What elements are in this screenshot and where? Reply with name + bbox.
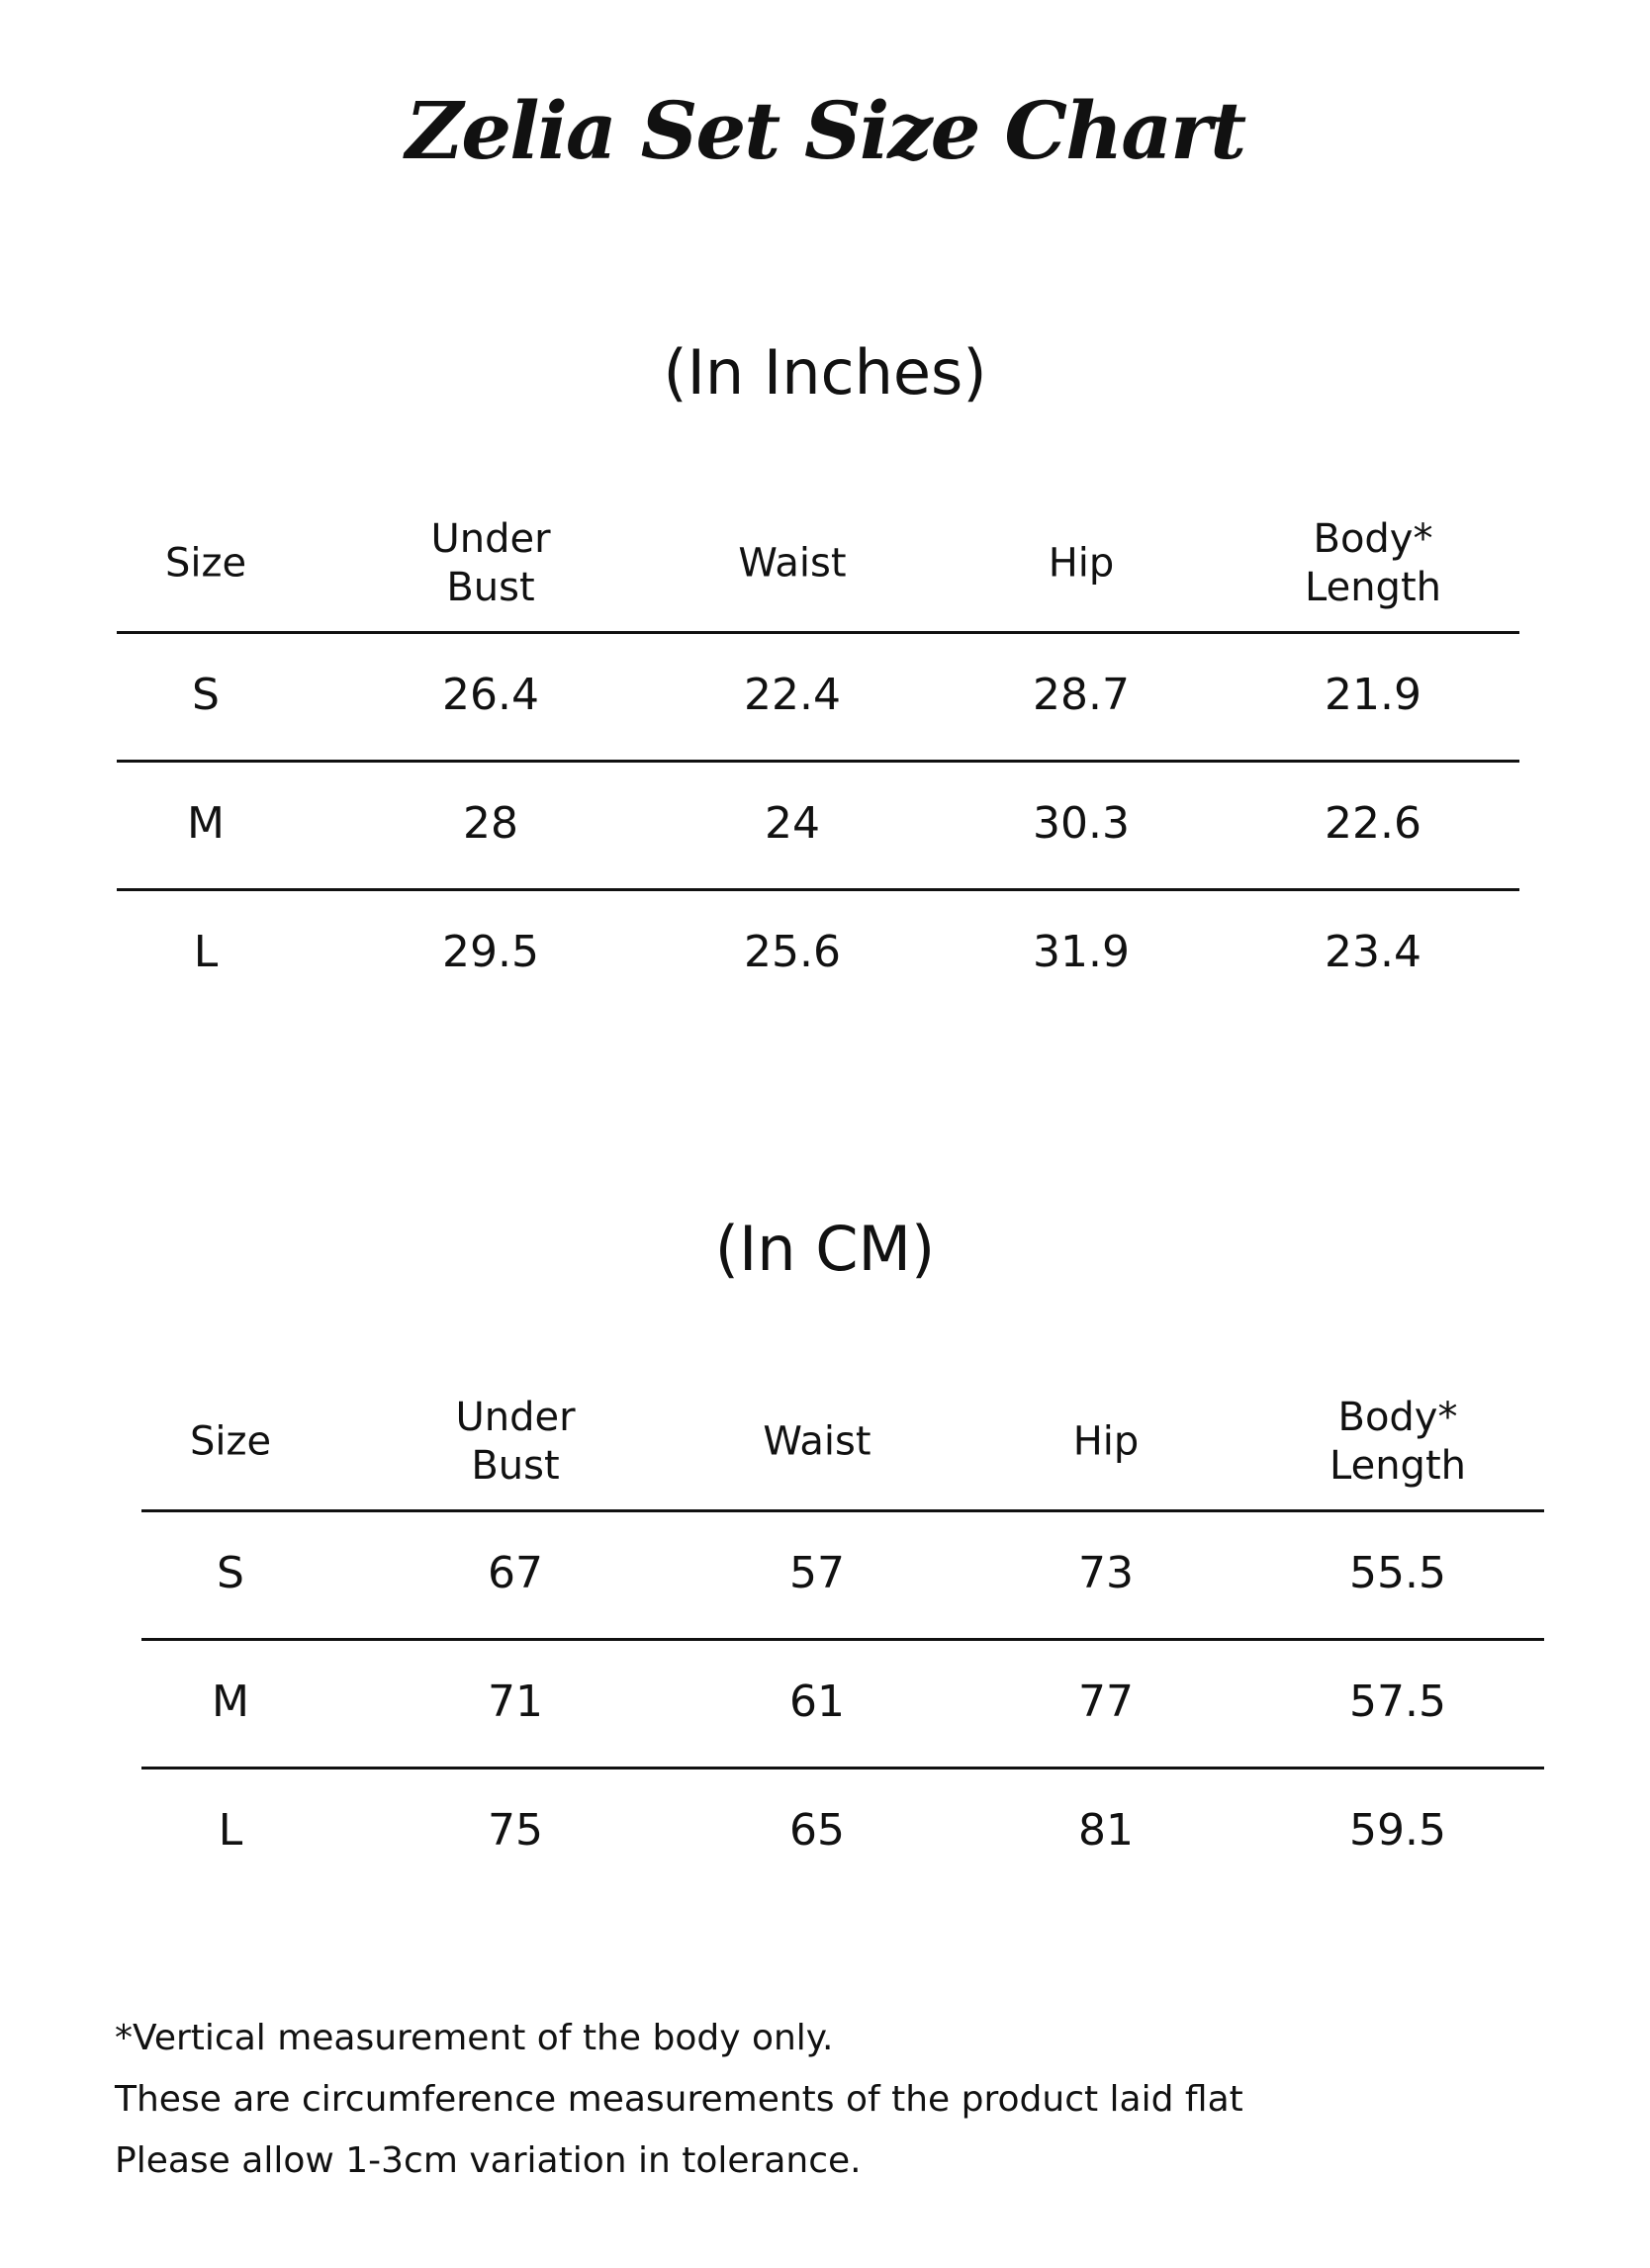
column-header-line: Body*	[1337, 1395, 1458, 1441]
cell-under-bust: 26.4	[442, 670, 539, 720]
column-header-line: Bust	[446, 565, 535, 610]
column-header-line: Length	[1329, 1443, 1466, 1489]
table-row	[117, 888, 1519, 1017]
cell-waist: 57	[789, 1548, 845, 1598]
column-header-line: Hip	[1048, 540, 1115, 587]
footnotes	[115, 2008, 1243, 2192]
cell-body-length: 59.5	[1349, 1805, 1446, 1856]
column-header-under-bust	[455, 1394, 575, 1491]
column-header-body-length	[1305, 515, 1441, 612]
footnote-circumference: These are circumference measurements of the product laid flat	[115, 2079, 1243, 2120]
column-header-size	[190, 1418, 271, 1467]
cell-size: L	[193, 927, 219, 977]
cell-body-length: 55.5	[1349, 1548, 1446, 1598]
column-header-line: Size	[164, 540, 247, 587]
column-header-line: Under	[455, 1395, 576, 1441]
cell-size: S	[217, 1548, 244, 1598]
column-header-size	[165, 540, 246, 589]
column-header-waist	[738, 540, 846, 589]
cm-table-heading: (In CM)	[714, 1213, 936, 1285]
cell-body-length: 23.4	[1325, 927, 1421, 977]
column-header-waist	[763, 1418, 871, 1467]
cell-hip: 30.3	[1033, 798, 1130, 849]
column-header-line: Body*	[1313, 516, 1433, 563]
column-header-line: Size	[189, 1418, 272, 1465]
column-header-line: Waist	[763, 1418, 871, 1465]
cell-waist: 24	[765, 798, 820, 849]
column-header-line: Waist	[738, 540, 847, 587]
footnote-tolerance: Please allow 1-3cm variation in tolerance.	[115, 2140, 862, 2181]
column-header-line: Length	[1305, 565, 1441, 610]
footnote-body-length: *Vertical measurement of the body only.	[115, 2018, 834, 2058]
column-header-hip	[1049, 540, 1115, 589]
cell-waist: 22.4	[744, 670, 841, 720]
cell-body-length: 57.5	[1349, 1677, 1446, 1727]
cell-size: S	[192, 670, 220, 720]
cell-body-length: 22.6	[1325, 798, 1421, 849]
cell-under-bust: 29.5	[442, 927, 539, 977]
inches-table-heading: (In Inches)	[663, 336, 987, 408]
cell-waist: 65	[789, 1805, 845, 1856]
table-row	[141, 1638, 1544, 1767]
column-header-under-bust	[430, 515, 550, 612]
cell-hip: 73	[1078, 1548, 1134, 1598]
cell-waist: 25.6	[744, 927, 841, 977]
cell-size: M	[187, 798, 225, 849]
table-row	[141, 1767, 1544, 1895]
cell-size: L	[218, 1805, 243, 1856]
table-row	[141, 1509, 1544, 1638]
table-header	[117, 502, 1519, 631]
cell-hip: 28.7	[1033, 670, 1130, 720]
table-row	[117, 760, 1519, 888]
page-title: Zelia Set Size Chart	[405, 84, 1245, 177]
cell-hip: 77	[1078, 1677, 1134, 1727]
column-header-body-length	[1329, 1394, 1466, 1491]
cell-waist: 61	[789, 1677, 845, 1727]
column-header-hip	[1073, 1418, 1140, 1467]
cell-size: M	[212, 1677, 249, 1727]
column-header-line: Hip	[1072, 1418, 1140, 1465]
cell-under-bust: 28	[463, 798, 518, 849]
cell-under-bust: 67	[488, 1548, 543, 1598]
cell-under-bust: 71	[488, 1677, 543, 1727]
cell-under-bust: 75	[488, 1805, 543, 1856]
cell-hip: 31.9	[1033, 927, 1130, 977]
table-row	[117, 631, 1519, 760]
column-header-line: Bust	[471, 1443, 560, 1489]
cell-body-length: 21.9	[1325, 670, 1421, 720]
table-header	[141, 1381, 1544, 1509]
cell-hip: 81	[1078, 1805, 1134, 1856]
column-header-line: Under	[430, 516, 551, 563]
